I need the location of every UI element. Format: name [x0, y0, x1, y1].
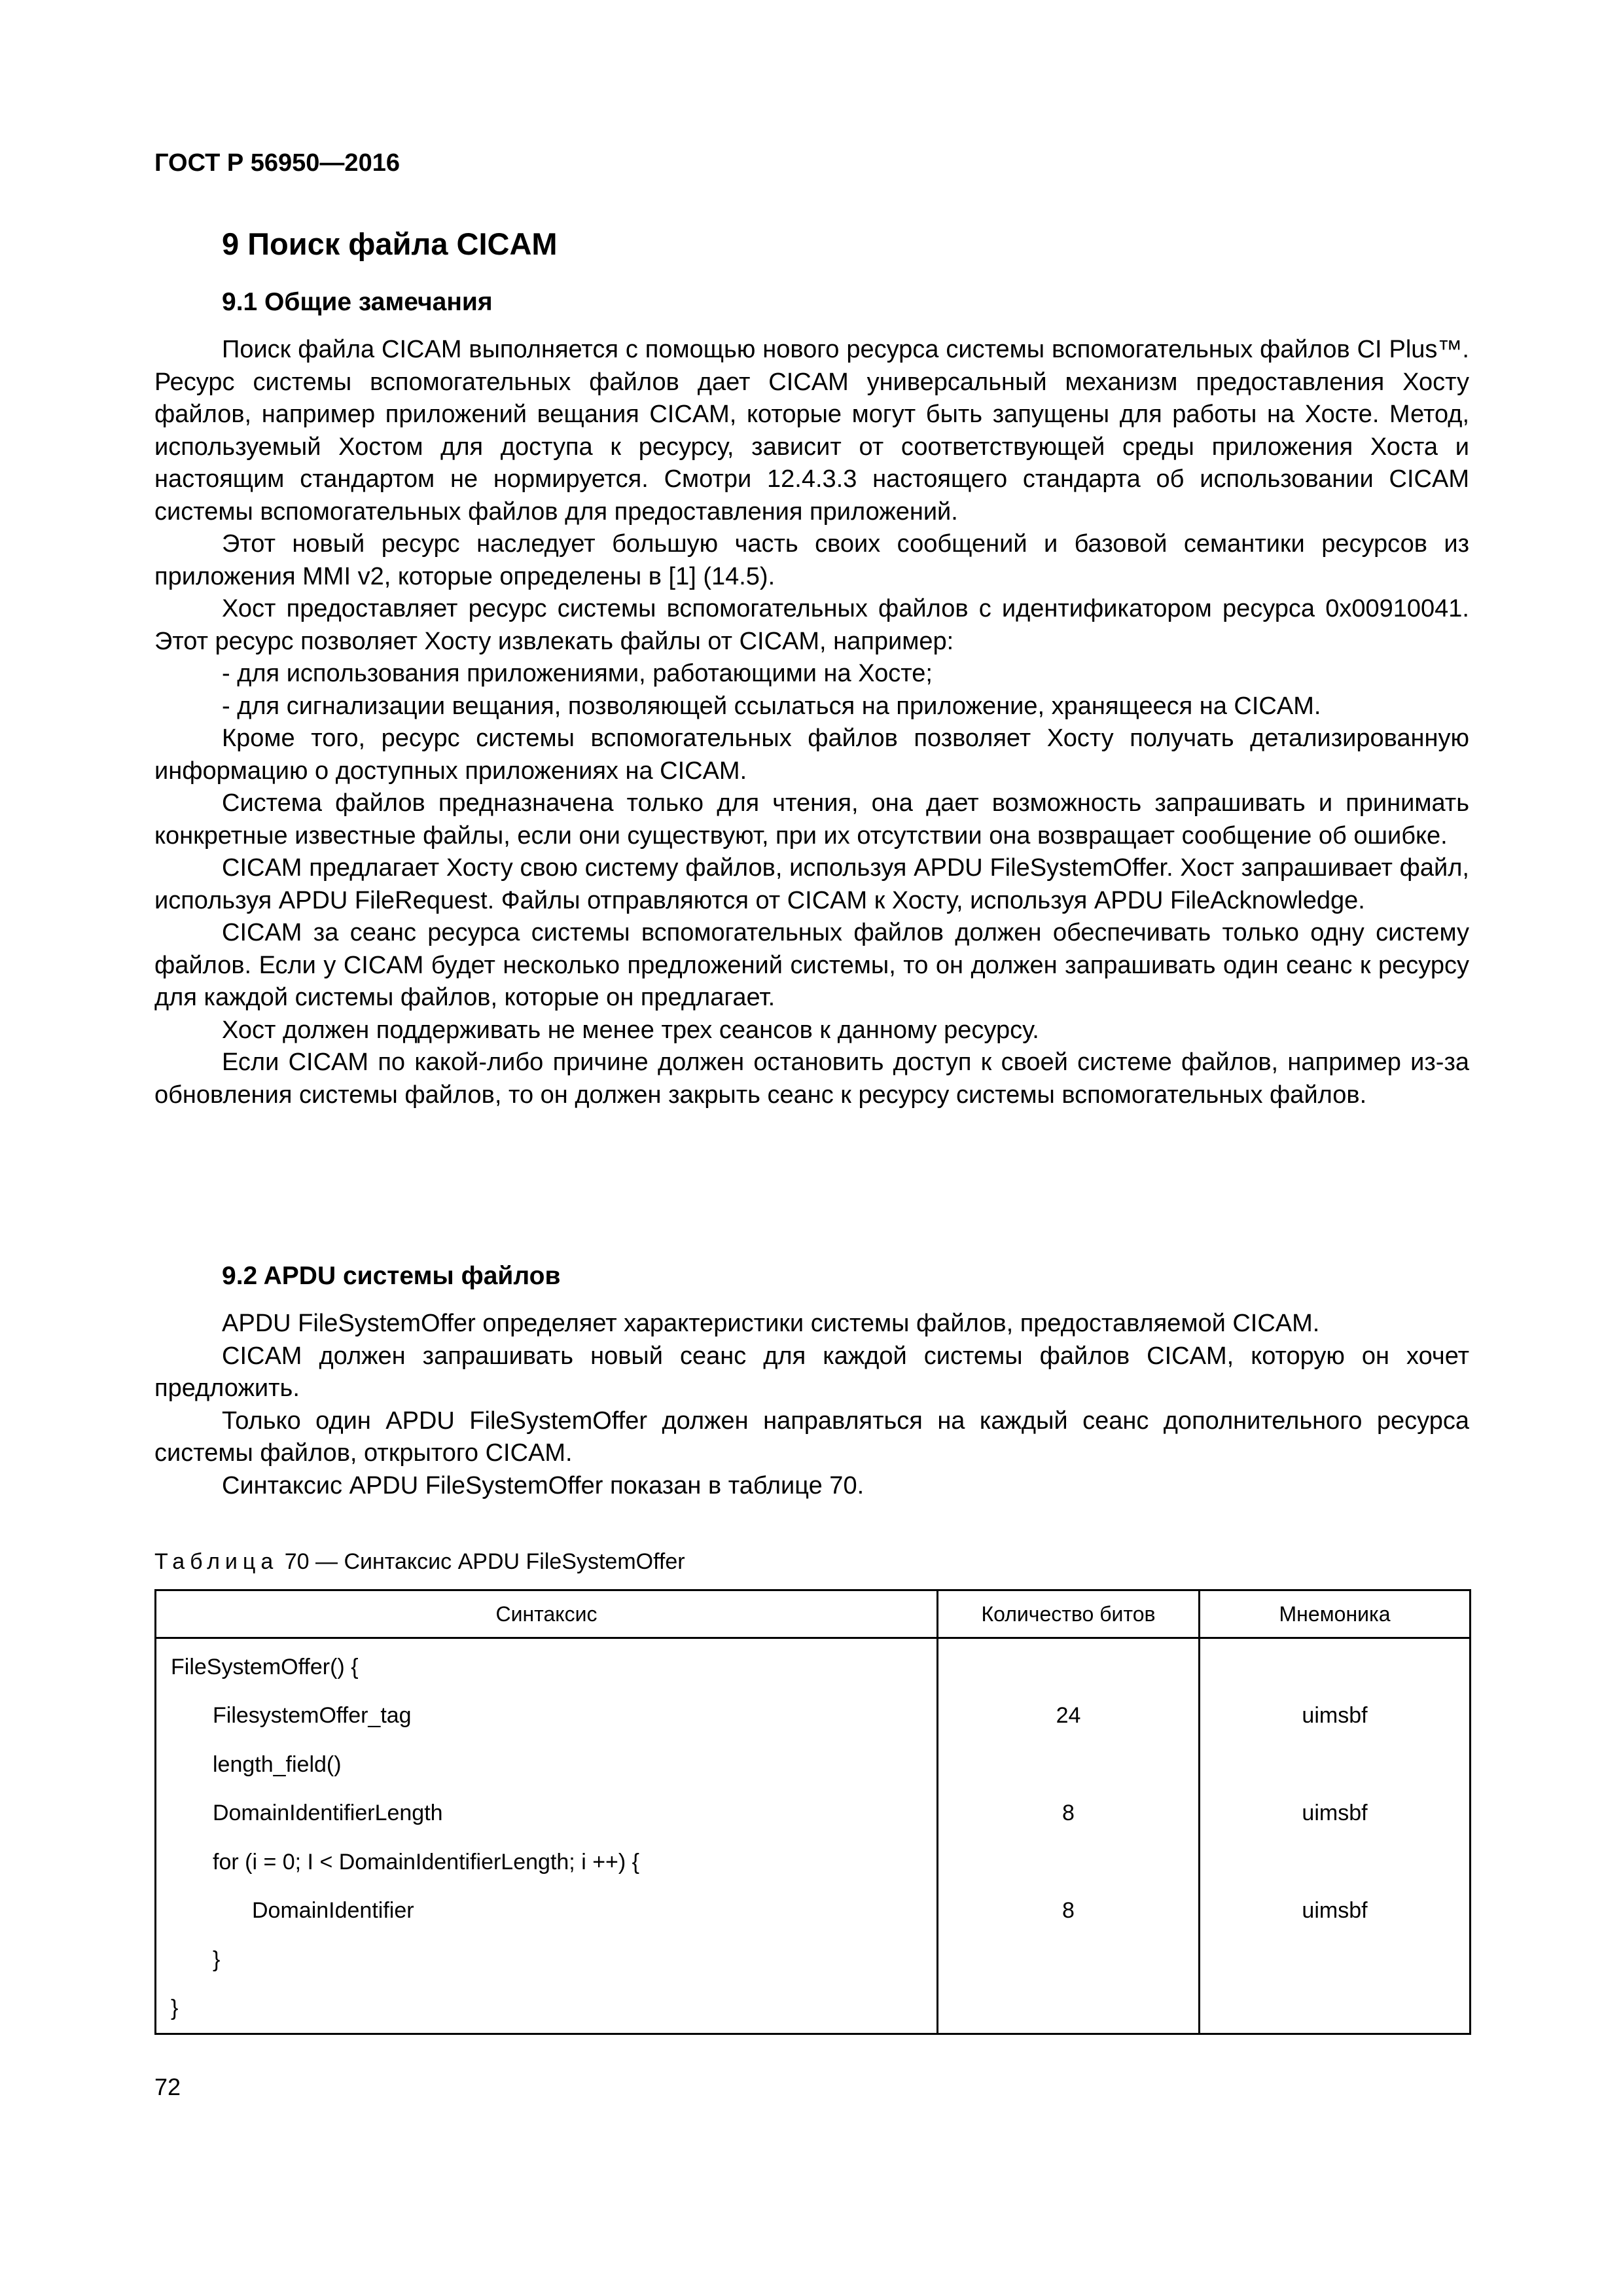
paragraph: CICAM предлагает Хосту свою систему файлов, используя APDU FileSystemOffer. Хост запрашивает файл, используя APDU FileRequest. Файлы отправляются от CICAM к Хосту, используя APDU FileAcknowledge. — [154, 854, 1469, 914]
section-9-2-body — [154, 1308, 1469, 1502]
paragraph: APDU FileSystemOffer определяет характеристики системы файлов, предоставляемой CICAM. — [222, 1310, 1320, 1337]
bits-cell — [938, 1638, 1200, 1692]
syntax-cell: } — [156, 1935, 938, 1984]
section-9-title: 9 Поиск файла CICAM — [222, 226, 558, 261]
column-header-mnemonic: Мнемоника — [1200, 1590, 1471, 1638]
syntax-cell: DomainIdentifierLength — [156, 1789, 938, 1839]
paragraph: Только один APDU FileSystemOffer должен направляться на каждый сеанс дополнительного ресурса системы файлов, открытого CICAM. — [154, 1407, 1469, 1467]
mnemonic-cell — [1200, 1740, 1471, 1789]
syntax-cell: FilesystemOffer_tag — [156, 1692, 938, 1741]
syntax-cell: FileSystemOffer() { — [156, 1638, 938, 1692]
paragraph: Синтаксис APDU FileSystemOffer показан в таблице 70. — [222, 1471, 865, 1499]
section-9-1-title: 9.1 Общие замечания — [222, 288, 493, 316]
syntax-cell: } — [156, 1984, 938, 2034]
table-row — [156, 1789, 1471, 1839]
paragraph: Поиск файла CICAM выполняется с помощью нового ресурса системы вспомогательных файлов CI Plus™. Ресурс системы вспомогательных файлов дает CICAM универсальный механизм предоставления Хосту файлов, например приложений вещания CICAM, которые могут быть запущены для работы на Хосте. Метод, используемый Хостом для доступа к ресурсу, зависит от соответствующей среды приложения Хоста и настоящим стандартом не нормируется. Смотри 12.4.3.3 настоящего стандарта об использовании CICAM системы вспомогательных файлов для предоставления приложений. — [154, 336, 1469, 526]
table-row — [156, 1935, 1471, 1984]
paragraph: Если CICAM по какой-либо причине должен остановить доступ к своей системе файлов, например из-за обновления системы файлов, то он должен закрыть сеанс к ресурсу системы вспомогательных файлов. — [154, 1049, 1469, 1109]
bits-cell: 24 — [938, 1692, 1200, 1741]
list-item: - для использования приложениями, работающими на Хосте; — [222, 660, 933, 687]
table-caption-text: 70 — Синтаксис APDU FileSystemOffer — [284, 1549, 685, 1574]
bits-cell — [938, 1740, 1200, 1789]
bits-cell: 8 — [938, 1789, 1200, 1839]
paragraph: CICAM за сеанс ресурса системы вспомогательных файлов должен обеспечивать только одну систему файлов. Если у CICAM будет несколько предложений системы, то он должен запрашивать один сеанс к ресурсу для каждой системы файлов, которые он предлагает. — [154, 919, 1469, 1011]
table-caption — [154, 1549, 685, 1575]
table-row — [156, 1740, 1471, 1789]
table-row — [156, 1838, 1471, 1887]
table-header-row — [156, 1590, 1471, 1638]
mnemonic-cell — [1200, 1984, 1471, 2034]
paragraph: CICAM должен запрашивать новый сеанс для каждой системы файлов CICAM, которую он хочет предложить. — [154, 1342, 1469, 1402]
section-9-2-title: 9.2 APDU системы файлов — [222, 1262, 561, 1290]
paragraph: Система файлов предназначена только для чтения, она дает возможность запрашивать и принимать конкретные известные файлы, если они существуют, при их отсутствии она возвращает сообщение об ошибке. — [154, 789, 1469, 850]
table-row — [156, 1638, 1471, 1692]
bits-cell — [938, 1984, 1200, 2034]
column-header-bits: Количество битов — [938, 1590, 1200, 1638]
mnemonic-cell: uimsbf — [1200, 1887, 1471, 1936]
table-row — [156, 1984, 1471, 2034]
paragraph: Хост предоставляет ресурс системы вспомогательных файлов с идентификатором ресурса 0x00910041. Этот ресурс позволяет Хосту извлекать файлы от CICAM, например: — [154, 595, 1469, 655]
bits-cell — [938, 1935, 1200, 1984]
document-header: ГОСТ Р 56950—2016 — [154, 149, 400, 177]
paragraph: Хост должен поддерживать не менее трех сеансов к данному ресурсу. — [222, 1016, 1039, 1044]
bits-cell — [938, 1838, 1200, 1887]
paragraph: Этот новый ресурс наследует большую часть своих сообщений и базовой семантики ресурсов из приложения MMI v2, которые определены в [1] (14.5). — [154, 530, 1469, 590]
table-caption-label: Таблица — [154, 1549, 279, 1574]
section-9-1-body — [154, 334, 1469, 1111]
mnemonic-cell — [1200, 1838, 1471, 1887]
mnemonic-cell: uimsbf — [1200, 1692, 1471, 1741]
syntax-cell: for (i = 0; I < DomainIdentifierLength; i ++) { — [156, 1838, 938, 1887]
list-item: - для сигнализации вещания, позволяющей ссылаться на приложение, хранящееся на CICAM. — [222, 692, 1321, 720]
mnemonic-cell — [1200, 1935, 1471, 1984]
syntax-table — [154, 1589, 1471, 2035]
table-row — [156, 1692, 1471, 1741]
mnemonic-cell: uimsbf — [1200, 1789, 1471, 1839]
mnemonic-cell — [1200, 1638, 1471, 1692]
paragraph: Кроме того, ресурс системы вспомогательных файлов позволяет Хосту получать детализированную информацию о доступных приложениях на CICAM. — [154, 725, 1469, 785]
syntax-cell: DomainIdentifier — [156, 1887, 938, 1936]
page-number: 72 — [154, 2073, 181, 2100]
table-row — [156, 1887, 1471, 1936]
bits-cell: 8 — [938, 1887, 1200, 1936]
column-header-syntax: Синтаксис — [156, 1590, 938, 1638]
syntax-cell: length_field() — [156, 1740, 938, 1789]
